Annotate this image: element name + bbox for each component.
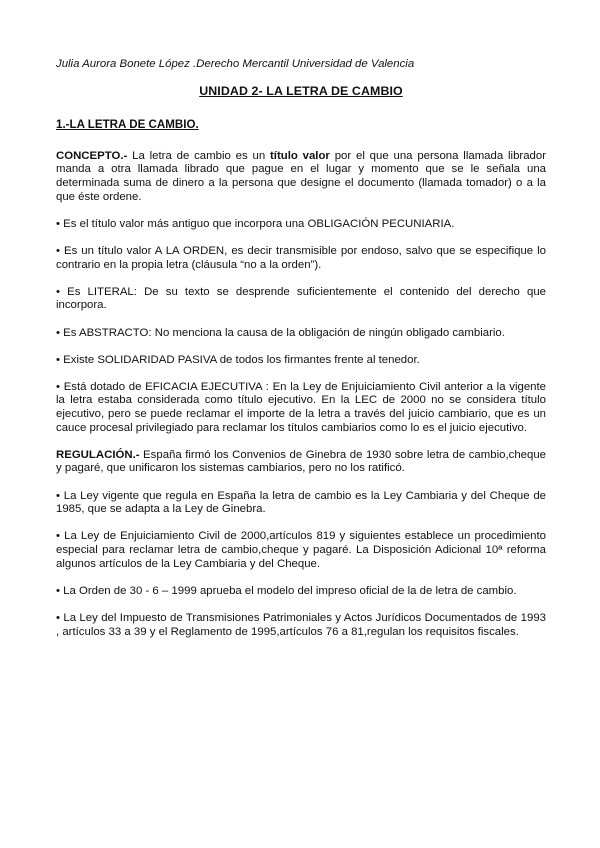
concepto-text-before: La letra de cambio es un xyxy=(127,149,270,162)
concepto-text-after: por el que una persona llamada librador manda a otra llamada librado que pague en el lugar y momento que se le señala una determinada suma de dinero a la persona que designe el documento (llamada tomador) o a la que éste ordene. xyxy=(56,149,546,203)
document-title: UNIDAD 2- LA LETRA DE CAMBIO xyxy=(199,83,403,98)
bullet-paragraph: • La Ley del Impuesto de Transmisiones Patrimoniales y Actos Jurídicos Documentados de 1993 , artículos 33 a 39 y el Reglamento de 1995,artículos 76 a 81,regulan los requisitos fiscales. xyxy=(56,611,546,638)
regulacion-label: REGULACIÓN.- xyxy=(56,448,140,461)
bullet-paragraph: • La Orden de 30 - 6 – 1999 aprueba el modelo del impreso oficial de la de letra de cambio. xyxy=(56,584,517,597)
document-page xyxy=(56,58,546,653)
bullet-paragraph: • La Ley vigente que regula en España la letra de cambio es la Ley Cambiaria y del Cheque de 1985, que se adapta a la Ley de Ginebra. xyxy=(56,489,546,516)
bullet-paragraph: • La Ley de Enjuiciamiento Civil de 2000,artículos 819 y siguientes establece un procedimiento especial para reclamar letra de cambio,cheque y pagaré. La Disposición Adicional 10ª reforma algunos artículos de la Ley Cambiaria y del Cheque. xyxy=(56,530,546,570)
regulacion-paragraph xyxy=(56,449,546,476)
running-header: Julia Aurora Bonete López .Derecho Mercantil Universidad de Valencia xyxy=(56,58,415,70)
bullet-paragraph: • Es LITERAL: De su texto se desprende suficientemente el contenido del derecho que incorpora. xyxy=(56,285,546,312)
concepto-paragraph xyxy=(56,150,546,204)
bullet-paragraph: • Es el título valor más antiguo que incorpora una OBLIGACIÓN PECUNIARIA. xyxy=(56,217,455,230)
concepto-label: CONCEPTO.- xyxy=(56,149,128,162)
regulacion-text: España firmó los Convenios de Ginebra de 1930 sobre letra de cambio,cheque y pagaré, que unificaron los sistemas cambiarios, pero no los ratificó. xyxy=(56,448,546,475)
bullet-paragraph: • Existe SOLIDARIDAD PASIVA de todos los firmantes frente al tenedor. xyxy=(56,353,420,366)
section-heading: 1.-LA LETRA DE CAMBIO. xyxy=(56,118,199,132)
bullet-paragraph: • Es ABSTRACTO: No menciona la causa de la obligación de ningún obligado cambiario. xyxy=(56,326,505,339)
bullet-paragraph: • Es un título valor A LA ORDEN, es decir transmisible por endoso, salvo que se especifique lo contrario en la propia letra (cláusula “no a la orden”). xyxy=(56,244,546,271)
concepto-emphasis: título valor xyxy=(269,149,330,162)
bullet-paragraph: • Está dotado de EFICACIA EJECUTIVA : En la Ley de Enjuiciamiento Civil anterior a la vigente la letra estaba considerada como título ejecutivo. En la LEC de 2000 no se considera título ejecutivo, pero se puede reclamar el importe de la letra a través del juicio cambiario, que es un cauce procesal privilegiado para reclamar los títulos cambiarios como lo es el juicio ejecutivo. xyxy=(56,380,546,434)
